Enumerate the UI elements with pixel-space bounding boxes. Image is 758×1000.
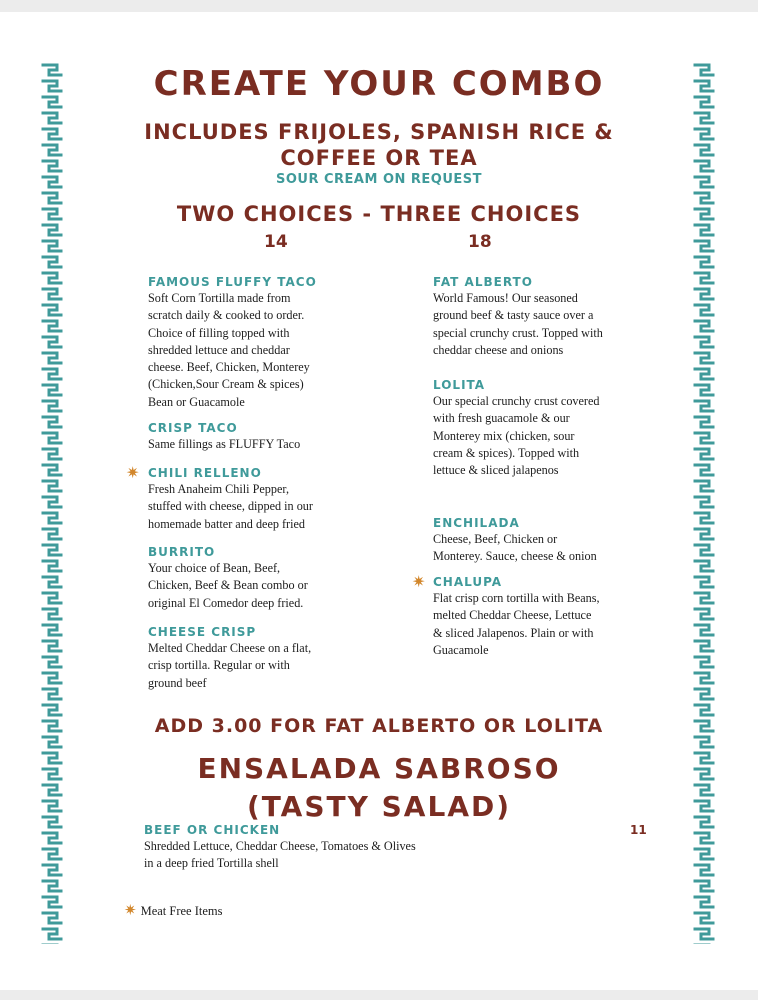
legend-label: Meat Free Items <box>140 904 223 918</box>
includes-line-1: INCLUDES FRIJOLES, SPANISH RICE & <box>144 120 614 144</box>
item-name: CHEESE CRISP <box>148 625 257 639</box>
menu-item-cheese-crisp <box>148 624 338 692</box>
item-name: BEEF OR CHICKEN <box>144 823 281 837</box>
meat-free-star-icon: ✷ <box>412 572 426 591</box>
menu-item-chili-relleno <box>148 465 338 533</box>
price-two-choices: 14 <box>264 232 288 252</box>
meat-free-star-icon: ✷ <box>124 901 137 919</box>
item-name: LOLITA <box>433 378 486 392</box>
item-name: BURRITO <box>148 545 216 559</box>
price-three-choices: 18 <box>468 232 492 252</box>
salad-subtitle: (TASTY SALAD) <box>246 790 512 823</box>
legend <box>124 902 223 919</box>
menu-item-fat-alberto <box>433 274 633 359</box>
item-name: FAT ALBERTO <box>433 275 533 289</box>
item-name: CHALUPA <box>433 575 503 589</box>
item-name: CRISP TACO <box>148 421 238 435</box>
meat-free-star-icon: ✷ <box>126 463 140 482</box>
item-description: Our special crunchy crust covered with fresh guacamole & our Monterey mix (chicken, sour cream & spices). Topped with lettuce & sliced jalapenos <box>433 394 600 478</box>
choices-heading: TWO CHOICES - THREE CHOICES <box>176 202 582 226</box>
item-description: Fresh Anaheim Chili Pepper, stuffed with cheese, dipped in our homemade batter and deep fried <box>148 482 313 531</box>
salad-title: ENSALADA SABROSO <box>197 752 561 785</box>
menu-item-crisp-taco <box>148 420 338 453</box>
page-title: CREATE YOUR COMBO <box>153 64 605 104</box>
item-name: FAMOUS FLUFFY TACO <box>148 275 317 289</box>
menu-item-burrito <box>148 544 338 612</box>
item-name: ENCHILADA <box>433 516 520 530</box>
page-number: 11 <box>630 823 647 837</box>
item-description: World Famous! Our seasoned ground beef & tasty sauce over a special crunchy crust. Topped with cheddar cheese and onions <box>433 291 603 357</box>
item-name: CHILI RELLENO <box>148 466 262 480</box>
menu-item-enchilada <box>433 515 633 566</box>
includes-line-2: COFFEE OR TEA <box>280 146 478 170</box>
menu-item-lolita <box>433 377 633 479</box>
item-description: Soft Corn Tortilla made from scratch daily & cooked to order. Choice of filling topped with shredded lettuce and cheddar cheese. Beef, Chicken, Monterey (Chicken,Sour Cream & spices) Bean or Guacamole <box>148 291 310 409</box>
item-description: Cheese, Beef, Chicken or Monterey. Sauce, cheese & onion <box>433 532 597 564</box>
sour-cream-note: SOUR CREAM ON REQUEST <box>275 172 483 187</box>
item-description: Your choice of Bean, Beef, Chicken, Beef & Bean combo or original El Comedor deep fried. <box>148 561 308 610</box>
menu-item-famous-fluffy-taco <box>148 274 338 411</box>
item-description: Same fillings as FLUFFY Taco <box>148 437 301 451</box>
add-on-heading: ADD 3.00 FOR FAT ALBERTO OR LOLITA <box>154 715 604 737</box>
menu-item-chalupa <box>433 574 633 659</box>
item-description: Melted Cheddar Cheese on a flat, crisp tortilla. Regular or with ground beef <box>148 641 312 690</box>
menu-page <box>0 12 758 990</box>
item-description: Shredded Lettuce, Cheddar Cheese, Tomatoes & Olives in a deep fried Tortilla shell <box>144 839 416 871</box>
menu-item-beef-or-chicken-salad <box>144 822 544 873</box>
item-description: Flat crisp corn tortilla with Beans, melted Cheddar Cheese, Lettuce & sliced Jalapenos. Plain or with Guacamole <box>433 591 600 657</box>
